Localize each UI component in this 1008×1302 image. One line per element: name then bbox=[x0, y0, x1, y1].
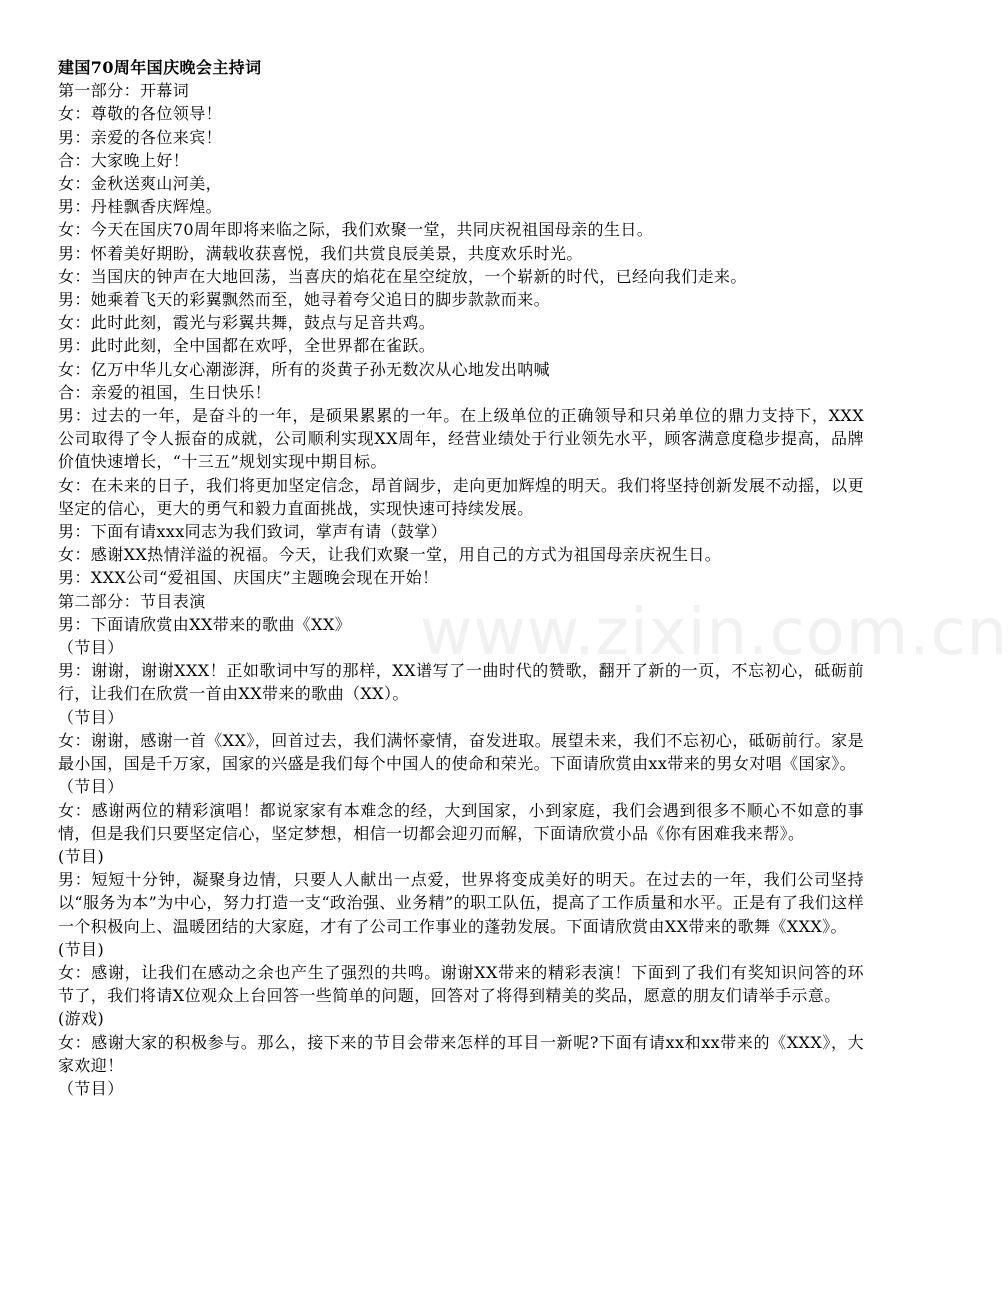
paragraph: （节目） bbox=[58, 707, 124, 727]
paragraph: 女：在未来的日子，我们将更加坚定信念，昂首阔步，走向更加辉煌的明天。我们将坚持创新发展不动摇，以更坚定的信心，更大的勇气和毅力直面挑战，实现快速可持续发展。 bbox=[58, 475, 864, 518]
paragraph: (节目) bbox=[58, 939, 105, 959]
paragraph: 男：谢谢，谢谢XXX！正如歌词中写的那样，XX谱写了一曲时代的赞歌，翻开了新的一页，不忘初心，砥砺前行，让我们在欣赏一首由XX带来的歌曲（XX）。 bbox=[58, 661, 864, 704]
paragraph: 女：感谢，让我们在感动之余也产生了强烈的共鸣。谢谢XX带来的精彩表演！下面到了我们有奖知识问答的环节了，我们将请X位观众上台回答一些简单的问题，回答对了将得到精美的奖品，愿意的朋友们请举手示意。 bbox=[58, 962, 864, 1006]
document-body bbox=[58, 79, 864, 1100]
document-title: 建国70周年国庆晚会主持词 bbox=[58, 58, 262, 77]
paragraph: （节目） bbox=[58, 638, 124, 658]
paragraph: 男：丹桂飘香庆辉煌。 bbox=[58, 197, 223, 217]
paragraph: 女：今天在国庆70周年即将来临之际，我们欢聚一堂，共同庆祝祖国母亲的生日。 bbox=[58, 220, 654, 240]
paragraph: 男：下面有请xxx同志为我们致词，掌声有请（鼓掌） bbox=[58, 522, 448, 542]
paragraph: 男：XXX公司“爱祖国、庆国庆”主题晚会现在开始！ bbox=[58, 568, 439, 588]
paragraph: （节目） bbox=[58, 1078, 124, 1098]
paragraph: 男：此时此刻，全中国都在欢呼，全世界都在雀跃。 bbox=[58, 336, 436, 356]
paragraph: 合：大家晚上好！ bbox=[58, 150, 190, 170]
paragraph: (游戏) bbox=[58, 1009, 105, 1029]
paragraph: 第一部分：开幕词 bbox=[58, 81, 190, 101]
paragraph: 男：亲爱的各位来宾！ bbox=[58, 127, 223, 147]
paragraph: 男：她乘着飞天的彩翼飘然而至，她寻着夸父追日的脚步款款而来。 bbox=[58, 290, 551, 310]
paragraph: 男：短短十分钟，凝聚身边情，只要人人献出一点爱，世界将变成美好的明天。在过去的一年，我们公司坚持以“服务为本”为中心，努力打造一支“政治强、业务精”的职工队伍，提高了工作质量和水平。正是有了我们这样一个积极向上、温暖团结的大家庭，才有了公司工作事业的蓬勃发展。下面请欣赏由XX带来的歌舞《XXX》。 bbox=[58, 870, 864, 936]
paragraph: 女：尊敬的各位领导！ bbox=[58, 104, 223, 124]
paragraph: 合：亲爱的祖国，生日快乐！ bbox=[58, 382, 272, 402]
watermark: www.zixin.com.cn bbox=[420, 596, 1008, 670]
paragraph: 男：下面请欣赏由XX带来的歌曲《XX》 bbox=[58, 614, 352, 634]
paragraph: （节目） bbox=[58, 777, 124, 797]
paragraph: 女：感谢两位的精彩演唱！都说家家有本难念的经，大到国家，小到家庭，我们会遇到很多不顺心不如意的事情，但是我们只要坚定信心，坚定梦想，相信一切都会迎刃而解，下面请欣赏小品《你有困难我来帮》。 bbox=[58, 800, 864, 843]
paragraph: 女：此时此刻，霞光与彩翼共舞，鼓点与足音共鸡。 bbox=[58, 313, 436, 333]
paragraph: 女：谢谢，感谢一首《XX》，回首过去，我们满怀豪情，奋发进取。展望未来，我们不忘初心，砥砺前行。家是最小国，国是千万家，国家的兴盛是我们每个中国人的使命和荣光。下面请欣赏由xx带来的男女对唱《国家》。 bbox=[58, 730, 864, 774]
paragraph: 女：金秋送爽山河美， bbox=[58, 174, 223, 194]
paragraph: 女：当国庆的钟声在大地回荡，当喜庆的焰花在星空绽放，一个崭新的时代，已经向我们走来。 bbox=[58, 266, 747, 286]
paragraph: 女：亿万中华儿女心潮澎湃，所有的炎黄子孙无数次从心地发出呐喊 bbox=[58, 359, 551, 379]
paragraph: (节目) bbox=[58, 846, 105, 866]
paragraph: 男：过去的一年，是奋斗的一年，是硕果累累的一年。在上级单位的正确领导和只弟单位的鼎力支持下，XXX公司取得了令人振奋的成就，公司顺利实现XX周年，经营业绩处于行业领先水平，顾客满意度稳步提高，品牌价值快速增长，“十三五”规划实现中期目标。 bbox=[58, 406, 864, 472]
paragraph: 第二部分：节目表演 bbox=[58, 591, 206, 611]
document-page bbox=[58, 56, 864, 1100]
paragraph: 女：感谢大家的积极参与。那么，接下来的节目会带来怎样的耳目一新呢?下面有请xx和xx带来的《XXX》，大家欢迎！ bbox=[58, 1032, 864, 1075]
paragraph: 男：怀着美好期盼，满载收获喜悦，我们共赏良辰美景，共度欢乐时光。 bbox=[58, 243, 583, 263]
paragraph: 女：感谢XX热情洋溢的祝福。今天，让我们欢聚一堂，用自己的方式为祖国母亲庆祝生日。 bbox=[58, 545, 722, 565]
